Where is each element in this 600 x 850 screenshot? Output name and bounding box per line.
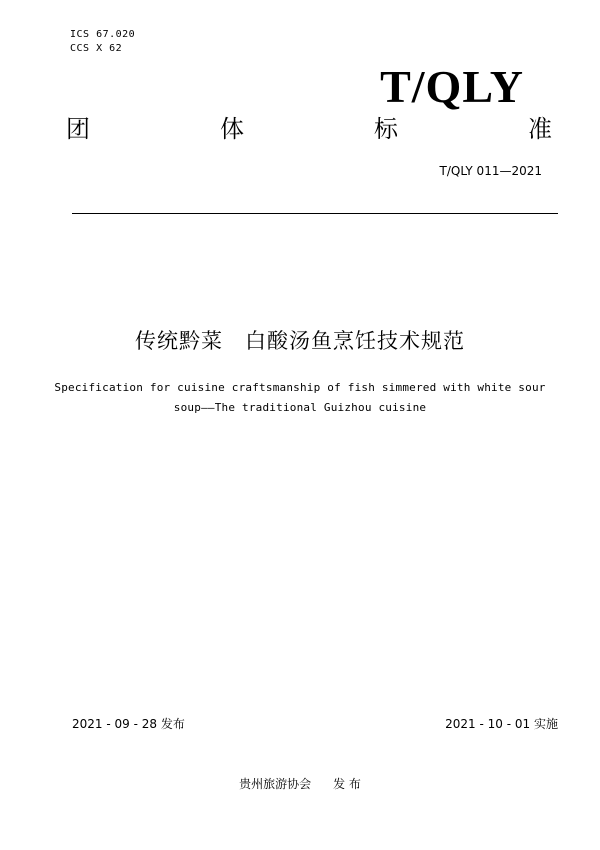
standard-type-heading bbox=[66, 114, 552, 144]
standard-type-char: 准 bbox=[528, 115, 552, 143]
publisher bbox=[0, 775, 600, 793]
implementation-date-value: 2021 - 10 - 01 bbox=[445, 717, 531, 731]
standard-type-char: 标 bbox=[374, 115, 398, 143]
title-chinese-part1: 传统黔菜 bbox=[135, 329, 223, 353]
publisher-name: 贵州旅游协会 bbox=[239, 777, 312, 791]
issue-date-label: 发布 bbox=[160, 717, 185, 731]
ics-code: ICS 67.020 bbox=[70, 29, 136, 40]
title-english-line2: soup——The traditional Guizhou cuisine bbox=[173, 401, 427, 414]
standard-number: T/QLY 011—2021 bbox=[439, 164, 542, 178]
standard-type-char: 团 bbox=[66, 115, 90, 143]
implementation-date bbox=[445, 716, 558, 732]
header-divider bbox=[72, 213, 558, 214]
title-chinese-part2: 白酸汤鱼烹饪技术规范 bbox=[245, 329, 465, 353]
standard-code-logo: T/QLY bbox=[380, 61, 524, 112]
publisher-action: 发 布 bbox=[333, 777, 361, 791]
title-english bbox=[40, 378, 560, 418]
title-chinese bbox=[0, 326, 600, 356]
classification-codes bbox=[70, 28, 135, 56]
ccs-code: CCS X 62 bbox=[70, 43, 123, 54]
implementation-date-label: 实施 bbox=[533, 717, 558, 731]
issue-date bbox=[72, 716, 185, 732]
title-english-line1: Specification for cuisine craftsmanship of fish simmered with white sour bbox=[54, 381, 546, 394]
standard-type-char: 体 bbox=[220, 115, 244, 143]
issue-date-value: 2021 - 09 - 28 bbox=[72, 717, 157, 731]
